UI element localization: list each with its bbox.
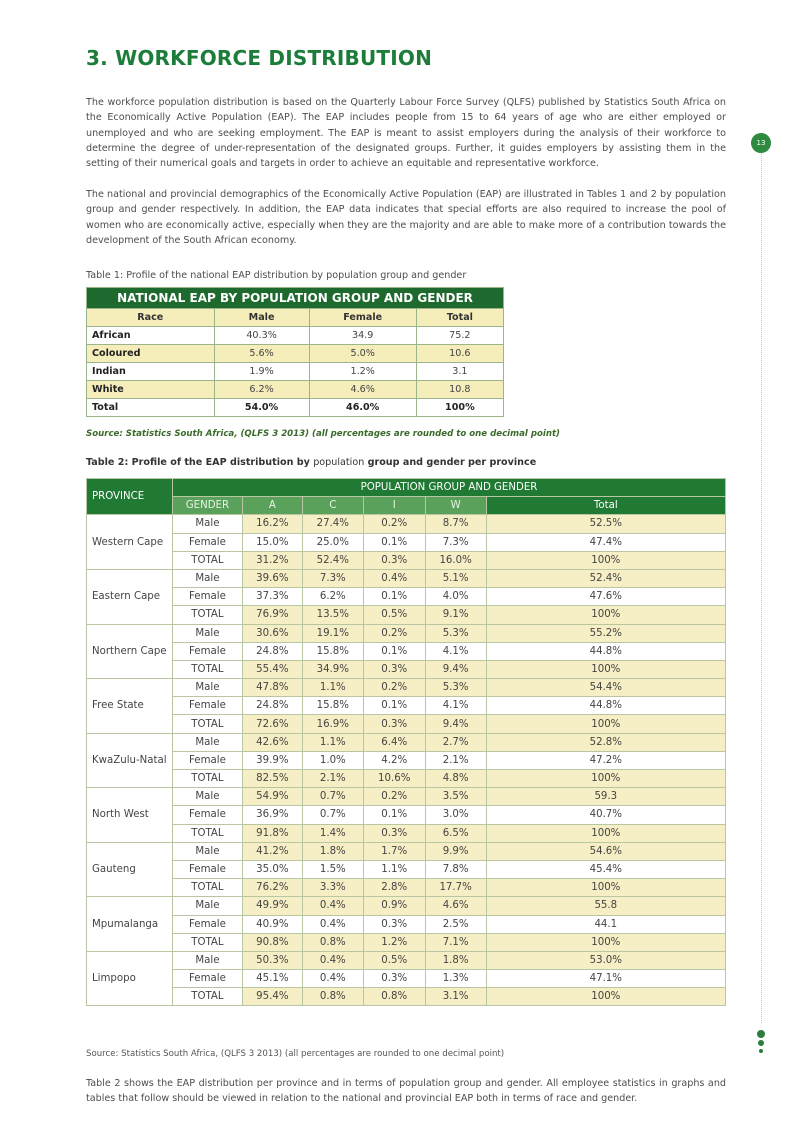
race-label: Indian <box>87 363 215 381</box>
bullet-dot-2 <box>758 1040 764 1046</box>
province-name: Eastern Cape <box>87 569 173 624</box>
table2-cell: 2.1% <box>302 770 363 788</box>
gender-label: Male <box>172 897 242 915</box>
table2-cell: 1.7% <box>363 842 425 860</box>
table2-cell: 100% <box>486 933 725 951</box>
table2-cell: 54.9% <box>242 788 302 806</box>
table2-cell: 30.6% <box>242 624 302 642</box>
province-name: Gauteng <box>87 842 173 897</box>
demographics-paragraph: The national and provincial demographics of the Economically Active Population (EAP) are illustrated in Tables 1 and 2 by population group and gender respectively. In addition, the EAP data indicates that special efforts are also required to increase the pool of women who are economically active, especially when they are the majority and are able to make more of a contribution towards the development of the South African economy. <box>86 189 726 246</box>
gender-label: Male <box>172 515 242 533</box>
race-label: Total <box>87 399 215 417</box>
table2-caption-part3: group and gender per province <box>364 457 537 468</box>
table2-cell: 0.2% <box>363 624 425 642</box>
table2-cell: 47.8% <box>242 679 302 697</box>
table2-cell: 40.9% <box>242 915 302 933</box>
intro-paragraph: The workforce population distribution is based on the Quarterly Labour Force Survey (QLFS) published by Statistics South Africa on the Economically Active Population (EAP). The EAP includes people from 15 to 64 years of age who are either employed or unemployed and who are seeking employment. The EAP is meant to assist employers during the analysis of their workforce to determine the degree of under-representation of the designated groups. Further, it guides employers by assisting them in the setting of their numerical goals and targets in order to achieve an equitable and representative workforce. <box>86 97 726 170</box>
table2-cell: 7.1% <box>425 933 486 951</box>
table2-row <box>87 951 726 969</box>
table2-cell: 0.3% <box>363 551 425 569</box>
table2-cell: 6.5% <box>425 824 486 842</box>
table2-cell: 8.7% <box>425 515 486 533</box>
table1-col-header: Female <box>309 309 416 327</box>
table1-cell: 1.9% <box>214 363 309 381</box>
gender-label: Male <box>172 842 242 860</box>
table2-cell: 91.8% <box>242 824 302 842</box>
table2-cell: 4.1% <box>425 642 486 660</box>
table1-cell: 4.6% <box>309 381 416 399</box>
table2-row <box>87 751 726 769</box>
table2-caption-part1: Table 2: Profile of the EAP distribution by <box>86 457 314 468</box>
table2-cell: 100% <box>486 551 725 569</box>
gender-label: Female <box>172 860 242 878</box>
table2-row <box>87 806 726 824</box>
table2-cell: 6.2% <box>302 588 363 606</box>
race-label: White <box>87 381 215 399</box>
bullet-dot-1 <box>757 1030 765 1038</box>
table2-cell: 0.3% <box>363 824 425 842</box>
table2-cell: 0.1% <box>363 533 425 551</box>
table2-cell: 0.8% <box>302 933 363 951</box>
table1-header-row <box>87 309 504 327</box>
table2-cell: 35.0% <box>242 860 302 878</box>
table1-cell: 40.3% <box>214 327 309 345</box>
table2-cell: 42.6% <box>242 733 302 751</box>
table1-cell: 5.6% <box>214 345 309 363</box>
table1-cell: 3.1 <box>416 363 503 381</box>
gender-label: TOTAL <box>172 660 242 678</box>
table2-col-header: GENDER <box>172 497 242 515</box>
table2-cell: 0.7% <box>302 806 363 824</box>
province-name: Mpumalanga <box>87 897 173 952</box>
table2-caption <box>86 457 536 468</box>
table2-cell: 100% <box>486 715 725 733</box>
table2-cell: 47.2% <box>486 751 725 769</box>
table1-row <box>87 363 504 381</box>
table2-cell: 1.3% <box>425 970 486 988</box>
province-header: PROVINCE <box>87 479 173 515</box>
page-number-badge: 13 <box>751 133 771 153</box>
table2-row <box>87 533 726 551</box>
table2-cell: 5.3% <box>425 679 486 697</box>
table2-cell: 72.6% <box>242 715 302 733</box>
table2-cell: 9.4% <box>425 715 486 733</box>
table2-cell: 41.2% <box>242 842 302 860</box>
gender-label: Female <box>172 915 242 933</box>
table2-cell: 39.9% <box>242 751 302 769</box>
table1-caption: Table 1: Profile of the national EAP distribution by population group and gender <box>86 270 467 281</box>
province-name: Free State <box>87 679 173 734</box>
table2-cell: 1.1% <box>302 733 363 751</box>
table2-cell: 4.8% <box>425 770 486 788</box>
provincial-eap-table <box>86 478 726 1006</box>
table2-cell: 7.3% <box>425 533 486 551</box>
table2-cell: 55.2% <box>486 624 725 642</box>
table2-cell: 52.4% <box>302 551 363 569</box>
table2-cell: 3.5% <box>425 788 486 806</box>
gender-label: Female <box>172 806 242 824</box>
table2-row <box>87 642 726 660</box>
table2-cell: 100% <box>486 606 725 624</box>
table2-cell: 90.8% <box>242 933 302 951</box>
table2-col-header: A <box>242 497 302 515</box>
table2-row <box>87 860 726 878</box>
table1-source: Source: Statistics South Africa, (QLFS 3 2013) (all percentages are rounded to one decimal point) <box>86 429 560 439</box>
gender-label: TOTAL <box>172 551 242 569</box>
gender-label: TOTAL <box>172 879 242 897</box>
table2-cell: 1.0% <box>302 751 363 769</box>
table1-col-header: Male <box>214 309 309 327</box>
table2-cell: 0.3% <box>363 715 425 733</box>
table2-cell: 36.9% <box>242 806 302 824</box>
table2-row <box>87 660 726 678</box>
table2-row <box>87 624 726 642</box>
table2-cell: 47.4% <box>486 533 725 551</box>
table2-cell: 0.2% <box>363 679 425 697</box>
table2-cell: 76.2% <box>242 879 302 897</box>
table2-cell: 0.4% <box>302 951 363 969</box>
table1-cell: 10.6 <box>416 345 503 363</box>
table2-cell: 54.6% <box>486 842 725 860</box>
table2-cell: 2.1% <box>425 751 486 769</box>
margin-divider <box>761 153 762 1023</box>
table2-cell: 0.1% <box>363 697 425 715</box>
table1-row <box>87 381 504 399</box>
table2-source: Source: Statistics South Africa, (QLFS 3 2013) (all percentages are rounded to one decimal point) <box>86 1049 505 1059</box>
table1-cell: 100% <box>416 399 503 417</box>
table2-row <box>87 988 726 1006</box>
table2-cell: 2.8% <box>363 879 425 897</box>
table2-cell: 0.1% <box>363 642 425 660</box>
table2-cell: 16.0% <box>425 551 486 569</box>
table2-cell: 15.0% <box>242 533 302 551</box>
table2-cell: 0.5% <box>363 951 425 969</box>
table2-cell: 47.6% <box>486 588 725 606</box>
table2-cell: 0.4% <box>302 970 363 988</box>
table2-cell: 17.7% <box>425 879 486 897</box>
table2-cell: 100% <box>486 824 725 842</box>
table2-cell: 4.0% <box>425 588 486 606</box>
gender-label: Female <box>172 588 242 606</box>
table2-cell: 9.4% <box>425 660 486 678</box>
table2-cell: 1.8% <box>302 842 363 860</box>
table2-cell: 52.8% <box>486 733 725 751</box>
table2-cell: 25.0% <box>302 533 363 551</box>
page-title: 3. WORKFORCE DISTRIBUTION <box>86 46 433 70</box>
table2-row <box>87 733 726 751</box>
table2-cell: 7.8% <box>425 860 486 878</box>
table2-cell: 24.8% <box>242 697 302 715</box>
table2-cell: 0.1% <box>363 806 425 824</box>
table1-cell: 75.2 <box>416 327 503 345</box>
province-name: Northern Cape <box>87 624 173 679</box>
table2-cell: 1.4% <box>302 824 363 842</box>
table2-cell: 13.5% <box>302 606 363 624</box>
table2-row <box>87 515 726 533</box>
table2-col-header: W <box>425 497 486 515</box>
table2-cell: 4.6% <box>425 897 486 915</box>
table2-cell: 0.1% <box>363 588 425 606</box>
group-header: POPULATION GROUP AND GENDER <box>172 479 725 497</box>
table2-col-header: I <box>363 497 425 515</box>
table2-cell: 95.4% <box>242 988 302 1006</box>
table2-cell: 0.7% <box>302 788 363 806</box>
table1-cell: 5.0% <box>309 345 416 363</box>
table2-cell: 19.1% <box>302 624 363 642</box>
table2-cell: 44.1 <box>486 915 725 933</box>
table2-cell: 0.4% <box>363 569 425 587</box>
table1-row <box>87 345 504 363</box>
table2-row <box>87 970 726 988</box>
table1-row <box>87 399 504 417</box>
table2-cell: 82.5% <box>242 770 302 788</box>
table2-cell: 0.4% <box>302 915 363 933</box>
gender-label: Female <box>172 970 242 988</box>
table2-cell: 1.8% <box>425 951 486 969</box>
table2-cell: 24.8% <box>242 642 302 660</box>
gender-label: Male <box>172 951 242 969</box>
table1-cell: 10.8 <box>416 381 503 399</box>
table2-cell: 16.9% <box>302 715 363 733</box>
table2-cell: 9.9% <box>425 842 486 860</box>
table2-cell: 1.5% <box>302 860 363 878</box>
table2-row <box>87 569 726 587</box>
table2-cell: 0.5% <box>363 606 425 624</box>
table2-cell: 76.9% <box>242 606 302 624</box>
table2-cell: 0.8% <box>302 988 363 1006</box>
gender-label: TOTAL <box>172 715 242 733</box>
table2-cell: 0.8% <box>363 988 425 1006</box>
table2-cell: 2.7% <box>425 733 486 751</box>
table2-cell: 31.2% <box>242 551 302 569</box>
table2-cell: 53.0% <box>486 951 725 969</box>
table2-row <box>87 679 726 697</box>
table2-cell: 3.0% <box>425 806 486 824</box>
table2-row <box>87 915 726 933</box>
province-name: KwaZulu-Natal <box>87 733 173 788</box>
table2-cell: 0.3% <box>363 915 425 933</box>
table2-row <box>87 770 726 788</box>
gender-label: Female <box>172 751 242 769</box>
table2-row <box>87 933 726 951</box>
table2-cell: 44.8% <box>486 697 725 715</box>
table2-cell: 55.4% <box>242 660 302 678</box>
table2-cell: 0.3% <box>363 660 425 678</box>
table2-col-header: Total <box>486 497 725 515</box>
table2-cell: 0.4% <box>302 897 363 915</box>
table2-caption-part2: population <box>313 457 365 468</box>
table2-cell: 0.9% <box>363 897 425 915</box>
table2-cell: 45.4% <box>486 860 725 878</box>
table2-cell: 27.4% <box>302 515 363 533</box>
table2-cell: 15.8% <box>302 697 363 715</box>
table1-cell: 1.2% <box>309 363 416 381</box>
gender-label: Male <box>172 624 242 642</box>
province-name: Limpopo <box>87 951 173 1006</box>
table1-title: NATIONAL EAP BY POPULATION GROUP AND GENDER <box>87 288 504 309</box>
table1-col-header: Race <box>87 309 215 327</box>
table1-row <box>87 327 504 345</box>
table2-cell: 9.1% <box>425 606 486 624</box>
table1-cell: 46.0% <box>309 399 416 417</box>
table2-row <box>87 788 726 806</box>
table1-cell: 6.2% <box>214 381 309 399</box>
table2-cell: 5.3% <box>425 624 486 642</box>
table2-cell: 4.2% <box>363 751 425 769</box>
table2-cell: 0.3% <box>363 970 425 988</box>
table2-cell: 34.9% <box>302 660 363 678</box>
gender-label: TOTAL <box>172 770 242 788</box>
table2-cell: 2.5% <box>425 915 486 933</box>
table2-row <box>87 842 726 860</box>
gender-label: TOTAL <box>172 988 242 1006</box>
table2-subheader-row <box>87 497 726 515</box>
gender-label: TOTAL <box>172 933 242 951</box>
table2-row <box>87 697 726 715</box>
table2-cell: 37.3% <box>242 588 302 606</box>
race-label: Coloured <box>87 345 215 363</box>
gender-label: TOTAL <box>172 824 242 842</box>
table2-cell: 0.2% <box>363 788 425 806</box>
table2-cell: 3.1% <box>425 988 486 1006</box>
table2-cell: 1.1% <box>302 679 363 697</box>
gender-label: Male <box>172 733 242 751</box>
province-name: Western Cape <box>87 515 173 570</box>
table2-cell: 1.1% <box>363 860 425 878</box>
table1-cell: 54.0% <box>214 399 309 417</box>
table2-cell: 50.3% <box>242 951 302 969</box>
table2-row <box>87 715 726 733</box>
table2-cell: 52.5% <box>486 515 725 533</box>
table2-cell: 100% <box>486 988 725 1006</box>
table2-cell: 45.1% <box>242 970 302 988</box>
table2-cell: 0.2% <box>363 515 425 533</box>
gender-label: Male <box>172 788 242 806</box>
table2-cell: 100% <box>486 770 725 788</box>
table2-row <box>87 551 726 569</box>
table2-col-header: C <box>302 497 363 515</box>
table2-cell: 49.9% <box>242 897 302 915</box>
table2-cell: 44.8% <box>486 642 725 660</box>
table2-cell: 55.8 <box>486 897 725 915</box>
table2-row <box>87 879 726 897</box>
table2-cell: 1.2% <box>363 933 425 951</box>
table2-row <box>87 897 726 915</box>
province-name: North West <box>87 788 173 843</box>
table2-cell: 39.6% <box>242 569 302 587</box>
table2-cell: 7.3% <box>302 569 363 587</box>
table2-cell: 16.2% <box>242 515 302 533</box>
table1-col-header: Total <box>416 309 503 327</box>
gender-label: TOTAL <box>172 606 242 624</box>
closing-paragraph: Table 2 shows the EAP distribution per province and in terms of population group and gender. All employee statistics in graphs and tables that follow should be viewed in relation to the national and provincial EAP both in terms of race and gender. <box>86 1078 726 1105</box>
table2-cell: 100% <box>486 660 725 678</box>
national-eap-table <box>86 287 504 417</box>
table2-cell: 10.6% <box>363 770 425 788</box>
table2-cell: 15.8% <box>302 642 363 660</box>
table2-row <box>87 824 726 842</box>
table2-cell: 54.4% <box>486 679 725 697</box>
table2-cell: 100% <box>486 879 725 897</box>
gender-label: Female <box>172 533 242 551</box>
table2-cell: 5.1% <box>425 569 486 587</box>
table2-cell: 52.4% <box>486 569 725 587</box>
table2-row <box>87 588 726 606</box>
table2-cell: 4.1% <box>425 697 486 715</box>
table2-cell: 59.3 <box>486 788 725 806</box>
gender-label: Female <box>172 642 242 660</box>
bullet-dot-3 <box>759 1049 763 1053</box>
gender-label: Male <box>172 679 242 697</box>
gender-label: Male <box>172 569 242 587</box>
table2-row <box>87 606 726 624</box>
race-label: African <box>87 327 215 345</box>
table2-cell: 6.4% <box>363 733 425 751</box>
table2-cell: 40.7% <box>486 806 725 824</box>
table2-cell: 3.3% <box>302 879 363 897</box>
table2-cell: 47.1% <box>486 970 725 988</box>
table1-cell: 34.9 <box>309 327 416 345</box>
gender-label: Female <box>172 697 242 715</box>
